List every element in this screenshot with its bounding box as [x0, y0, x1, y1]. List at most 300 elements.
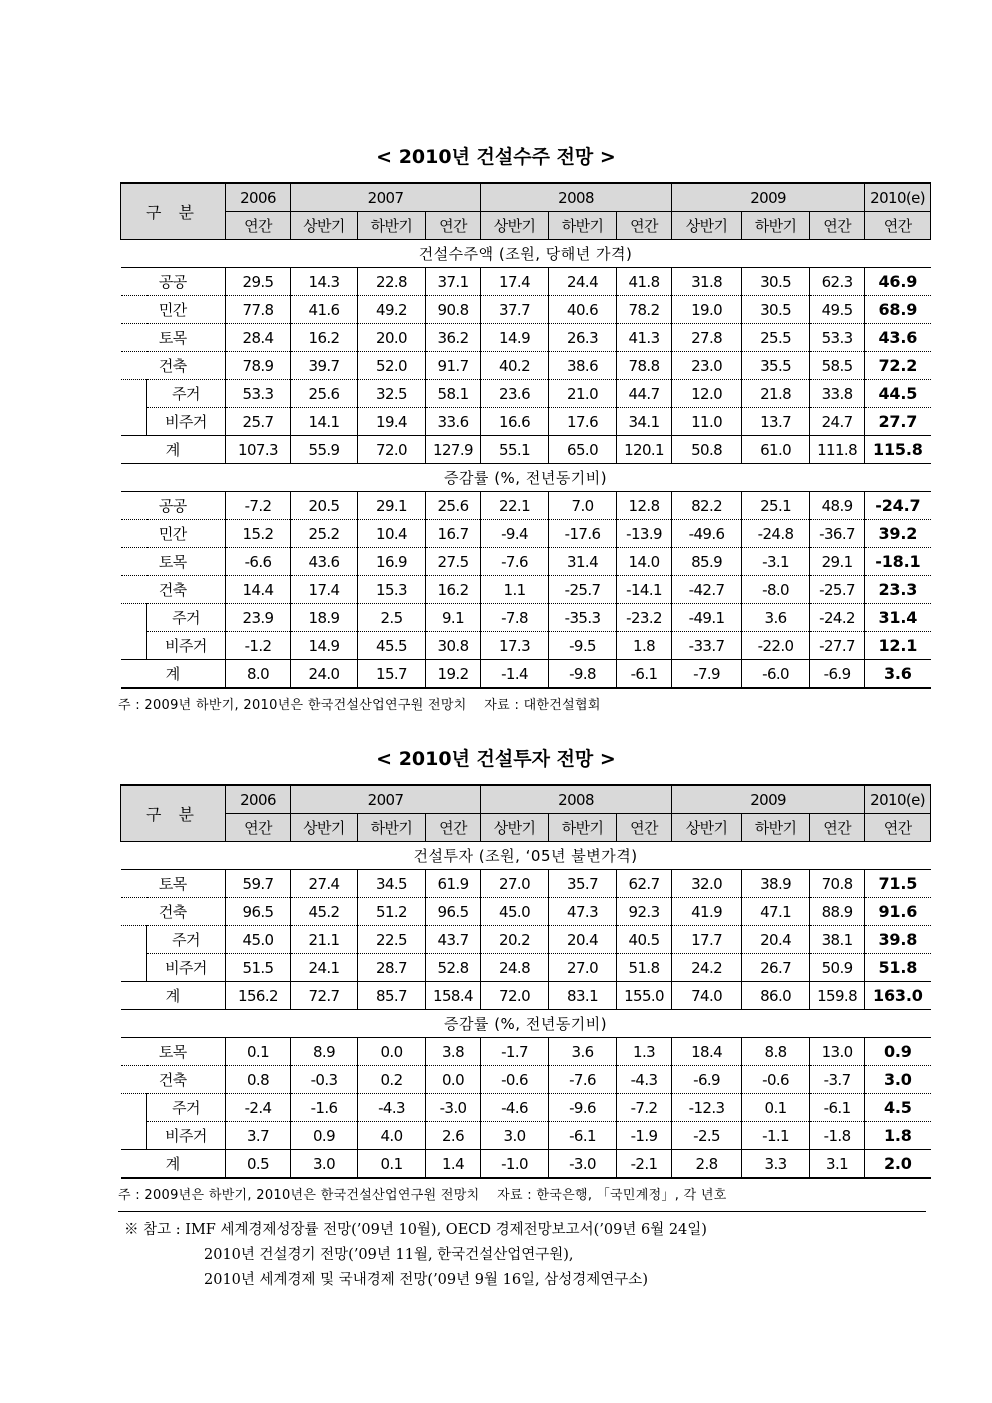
table1-note: 주 : 2009년 하반기, 2010년은 한국건설산업연구원 전망치 자료 : 대한건설협회: [118, 698, 601, 713]
table-cell: -49.1: [672, 604, 742, 632]
table-cell: 120.1: [617, 436, 672, 464]
table-cell: 62.7: [617, 870, 672, 898]
table-cell: 43.7: [426, 926, 481, 954]
row-label: 건축: [121, 1066, 226, 1094]
table-row: [121, 926, 931, 954]
table-cell: 29.1: [358, 492, 426, 520]
section-title-row: [121, 1010, 931, 1038]
subheader: 상반기: [291, 814, 358, 842]
table-cell: -4.3: [358, 1094, 426, 1122]
table-cell: 51.8: [617, 954, 672, 982]
row-label: 주거: [147, 604, 226, 632]
table-cell: -18.1: [865, 548, 931, 576]
subheader: 연간: [865, 212, 931, 240]
table-cell: 16.7: [426, 520, 481, 548]
row-label: 건축: [121, 898, 226, 926]
table-cell: 9.1: [426, 604, 481, 632]
reference-line-1: ※ 참고 : IMF 세계경제성장률 전망(’09년 10월), OECD 경제전망보고서(’09년 6월 24일): [124, 1222, 707, 1238]
table-cell: 8.0: [226, 660, 291, 689]
table-cell: -6.9: [672, 1066, 742, 1094]
table-cell: 19.0: [672, 296, 742, 324]
table-cell: 27.8: [672, 324, 742, 352]
row-label: 비주거: [147, 408, 226, 436]
table-cell: 22.5: [358, 926, 426, 954]
table-cell: 24.2: [672, 954, 742, 982]
divider: [118, 1211, 926, 1212]
table-cell: 40.5: [617, 926, 672, 954]
table-cell: 127.9: [426, 436, 481, 464]
row-label: 토목: [121, 324, 226, 352]
table-cell: 21.0: [549, 380, 617, 408]
table-cell: 1.3: [617, 1038, 672, 1066]
table-cell: -6.1: [549, 1122, 617, 1150]
table-cell: 71.5: [865, 870, 931, 898]
table-cell: -7.8: [481, 604, 549, 632]
table-cell: 40.2: [481, 352, 549, 380]
table-cell: 28.7: [358, 954, 426, 982]
table-cell: -4.6: [481, 1094, 549, 1122]
row-label: 비주거: [147, 632, 226, 660]
table-cell: 3.1: [810, 1150, 865, 1179]
header-year-2007: 2007: [291, 785, 481, 814]
reference-line-2: 2010년 건설경기 전망(’09년 11월, 한국건설산업연구원),: [204, 1247, 574, 1263]
indent-spacer: [121, 1094, 147, 1150]
indent-spacer: [121, 380, 147, 436]
table-row: [121, 898, 931, 926]
table-cell: 2.5: [358, 604, 426, 632]
table-cell: -6.6: [226, 548, 291, 576]
table-cell: 77.8: [226, 296, 291, 324]
subheader: 하반기: [549, 212, 617, 240]
table-row: [121, 352, 931, 380]
table2-body: [121, 842, 931, 1179]
table2-note: 주 : 2009년은 하반기, 2010년은 한국건설산업연구원 전망치 자료 : 한국은행, 「국민계정」, 각 년호: [118, 1188, 727, 1203]
table-cell: 38.9: [742, 870, 810, 898]
table-cell: -3.0: [426, 1094, 481, 1122]
table-cell: 107.3: [226, 436, 291, 464]
table-cell: -13.9: [617, 520, 672, 548]
table-cell: -1.1: [742, 1122, 810, 1150]
table-cell: 53.3: [810, 324, 865, 352]
table-cell: 52.8: [426, 954, 481, 982]
table2-title: < 2010년 건설투자 전망 >: [376, 748, 616, 770]
table-cell: -7.2: [226, 492, 291, 520]
table-cell: 24.7: [810, 408, 865, 436]
row-label: 공공: [121, 268, 226, 296]
table-cell: -1.4: [481, 660, 549, 689]
table-cell: 4.5: [865, 1094, 931, 1122]
table-cell: 12.0: [672, 380, 742, 408]
table-cell: -0.6: [742, 1066, 810, 1094]
table-cell: 58.1: [426, 380, 481, 408]
table-cell: 30.8: [426, 632, 481, 660]
table-cell: 78.9: [226, 352, 291, 380]
table-cell: 25.1: [742, 492, 810, 520]
table-cell: 27.5: [426, 548, 481, 576]
table-row: [121, 296, 931, 324]
table-row: [121, 660, 931, 689]
table-cell: 70.8: [810, 870, 865, 898]
table-cell: 4.0: [358, 1122, 426, 1150]
table-cell: 50.8: [672, 436, 742, 464]
table-cell: 55.9: [291, 436, 358, 464]
table-cell: 41.9: [672, 898, 742, 926]
subheader: 연간: [810, 814, 865, 842]
table-cell: -9.5: [549, 632, 617, 660]
table-cell: 156.2: [226, 982, 291, 1010]
row-label: 비주거: [147, 954, 226, 982]
table-row: [121, 1122, 931, 1150]
table-cell: 1.8: [617, 632, 672, 660]
subheader: 하반기: [549, 814, 617, 842]
table-cell: -42.7: [672, 576, 742, 604]
header-year-2006: 2006: [226, 183, 291, 212]
table-cell: 155.0: [617, 982, 672, 1010]
table-cell: 41.8: [617, 268, 672, 296]
table-cell: -1.7: [481, 1038, 549, 1066]
table-row: [121, 520, 931, 548]
table-cell: 61.0: [742, 436, 810, 464]
table2: [120, 784, 931, 1179]
row-label: 건축: [121, 576, 226, 604]
table-cell: 38.1: [810, 926, 865, 954]
table-row: [121, 380, 931, 408]
table-cell: 21.8: [742, 380, 810, 408]
table-cell: 58.5: [810, 352, 865, 380]
table-cell: 23.9: [226, 604, 291, 632]
table-cell: -2.5: [672, 1122, 742, 1150]
table-cell: 38.6: [549, 352, 617, 380]
subheader: 연간: [226, 814, 291, 842]
table-cell: 20.2: [481, 926, 549, 954]
section-title: 건설투자 (조원, ‘05년 불변가격): [121, 842, 931, 870]
row-label: 주거: [147, 1094, 226, 1122]
row-label: 건축: [121, 352, 226, 380]
indent-spacer: [121, 604, 147, 660]
table-cell: 47.1: [742, 898, 810, 926]
indent-spacer: [121, 926, 147, 982]
table-cell: 18.9: [291, 604, 358, 632]
table-cell: 1.8: [865, 1122, 931, 1150]
table-cell: 14.1: [291, 408, 358, 436]
table-cell: 10.4: [358, 520, 426, 548]
table-cell: 3.6: [865, 660, 931, 689]
row-label: 계: [121, 436, 226, 464]
table-cell: 24.0: [291, 660, 358, 689]
table-cell: 159.8: [810, 982, 865, 1010]
table-cell: 15.3: [358, 576, 426, 604]
table-cell: 7.0: [549, 492, 617, 520]
table-cell: 32.0: [672, 870, 742, 898]
table-cell: 0.1: [358, 1150, 426, 1179]
section-title-row: [121, 842, 931, 870]
table-row: [121, 548, 931, 576]
table-cell: -1.0: [481, 1150, 549, 1179]
table-cell: -9.4: [481, 520, 549, 548]
table-row: [121, 1066, 931, 1094]
table-cell: 36.2: [426, 324, 481, 352]
table-cell: -24.2: [810, 604, 865, 632]
table-cell: 16.6: [481, 408, 549, 436]
table-cell: 33.6: [426, 408, 481, 436]
table-cell: 19.2: [426, 660, 481, 689]
table-cell: 14.0: [617, 548, 672, 576]
table-cell: 78.8: [617, 352, 672, 380]
table-cell: 47.3: [549, 898, 617, 926]
table-cell: 49.5: [810, 296, 865, 324]
subheader: 상반기: [291, 212, 358, 240]
header-year-2007: 2007: [291, 183, 481, 212]
table-cell: 37.7: [481, 296, 549, 324]
table-cell: 14.9: [481, 324, 549, 352]
table-cell: -1.8: [810, 1122, 865, 1150]
table-cell: 16.9: [358, 548, 426, 576]
row-label: 계: [121, 1150, 226, 1179]
table-cell: 29.5: [226, 268, 291, 296]
section-title-row: [121, 240, 931, 268]
row-label: 민간: [121, 520, 226, 548]
table-cell: 20.4: [549, 926, 617, 954]
table-cell: 72.2: [865, 352, 931, 380]
subheader: 상반기: [672, 212, 742, 240]
table-cell: -49.6: [672, 520, 742, 548]
table-cell: 31.8: [672, 268, 742, 296]
table-cell: -25.7: [549, 576, 617, 604]
table-cell: 28.4: [226, 324, 291, 352]
table-cell: 59.7: [226, 870, 291, 898]
table-cell: 30.5: [742, 268, 810, 296]
table-cell: 2.0: [865, 1150, 931, 1179]
table-cell: 26.3: [549, 324, 617, 352]
table-cell: -9.6: [549, 1094, 617, 1122]
subheader: 상반기: [481, 814, 549, 842]
table-cell: 3.0: [481, 1122, 549, 1150]
table-cell: 90.8: [426, 296, 481, 324]
table-cell: 17.7: [672, 926, 742, 954]
table-cell: 85.9: [672, 548, 742, 576]
table-row: [121, 324, 931, 352]
table-row: [121, 492, 931, 520]
table-cell: 41.6: [291, 296, 358, 324]
table-cell: -25.7: [810, 576, 865, 604]
subheader: 하반기: [358, 814, 426, 842]
table-cell: 23.6: [481, 380, 549, 408]
table-row: [121, 576, 931, 604]
table-cell: 45.5: [358, 632, 426, 660]
section-title: 건설수주액 (조원, 당해년 가격): [121, 240, 931, 268]
table-cell: 23.0: [672, 352, 742, 380]
table-cell: 40.6: [549, 296, 617, 324]
table-cell: 68.9: [865, 296, 931, 324]
table-cell: 72.0: [481, 982, 549, 1010]
table-cell: 34.5: [358, 870, 426, 898]
table-cell: -3.0: [549, 1150, 617, 1179]
header-year-2008: 2008: [481, 183, 672, 212]
table-cell: -27.7: [810, 632, 865, 660]
subheader: 연간: [810, 212, 865, 240]
table-cell: 25.7: [226, 408, 291, 436]
table-cell: 92.3: [617, 898, 672, 926]
table1-title: < 2010년 건설수주 전망 >: [376, 146, 616, 168]
table-cell: 72.0: [358, 436, 426, 464]
table-cell: -8.0: [742, 576, 810, 604]
header-year-2006: 2006: [226, 785, 291, 814]
row-label: 비주거: [147, 1122, 226, 1150]
row-label: 민간: [121, 296, 226, 324]
table-cell: 20.0: [358, 324, 426, 352]
table-cell: 3.7: [226, 1122, 291, 1150]
table-cell: 39.2: [865, 520, 931, 548]
table-cell: -24.8: [742, 520, 810, 548]
table-cell: 65.0: [549, 436, 617, 464]
table-cell: 27.7: [865, 408, 931, 436]
table-cell: 48.9: [810, 492, 865, 520]
table-cell: 33.8: [810, 380, 865, 408]
header-gubun: 구 분: [121, 183, 226, 240]
table-cell: 3.6: [742, 604, 810, 632]
table-cell: -1.9: [617, 1122, 672, 1150]
table-cell: 14.3: [291, 268, 358, 296]
table-cell: 78.2: [617, 296, 672, 324]
table-cell: 3.3: [742, 1150, 810, 1179]
subheader: 연간: [226, 212, 291, 240]
table-cell: -1.2: [226, 632, 291, 660]
table-cell: -7.6: [481, 548, 549, 576]
table-cell: -36.7: [810, 520, 865, 548]
table-cell: 15.7: [358, 660, 426, 689]
table-cell: -14.1: [617, 576, 672, 604]
subheader: 연간: [617, 814, 672, 842]
table-cell: 3.0: [865, 1066, 931, 1094]
table-row: [121, 604, 931, 632]
table-cell: -1.6: [291, 1094, 358, 1122]
table-row: [121, 268, 931, 296]
table-cell: 0.1: [742, 1094, 810, 1122]
table-cell: -24.7: [865, 492, 931, 520]
table-cell: 50.9: [810, 954, 865, 982]
header-year-2009: 2009: [672, 183, 865, 212]
row-label: 계: [121, 660, 226, 689]
table-cell: -2.1: [617, 1150, 672, 1179]
table-row: [121, 436, 931, 464]
header-year-2008: 2008: [481, 785, 672, 814]
table-cell: -3.7: [810, 1066, 865, 1094]
subheader-row: [121, 814, 931, 842]
table-cell: 62.3: [810, 268, 865, 296]
table-row: [121, 982, 931, 1010]
table-cell: 51.5: [226, 954, 291, 982]
table-cell: 115.8: [865, 436, 931, 464]
table-cell: 11.0: [672, 408, 742, 436]
table-cell: -17.6: [549, 520, 617, 548]
table-cell: 25.2: [291, 520, 358, 548]
table-cell: -22.0: [742, 632, 810, 660]
table-cell: 2.6: [426, 1122, 481, 1150]
table-cell: 27.4: [291, 870, 358, 898]
table-cell: 111.8: [810, 436, 865, 464]
table-cell: 91.7: [426, 352, 481, 380]
table-cell: 1.4: [426, 1150, 481, 1179]
table-cell: 29.1: [810, 548, 865, 576]
table-cell: 15.2: [226, 520, 291, 548]
table-cell: 19.4: [358, 408, 426, 436]
table-row: [121, 1150, 931, 1179]
table-cell: -3.1: [742, 548, 810, 576]
table-cell: 30.5: [742, 296, 810, 324]
table-cell: 8.9: [291, 1038, 358, 1066]
table-cell: 21.1: [291, 926, 358, 954]
table-cell: -0.6: [481, 1066, 549, 1094]
table-cell: 16.2: [426, 576, 481, 604]
table-cell: -12.3: [672, 1094, 742, 1122]
subheader: 상반기: [481, 212, 549, 240]
row-label: 계: [121, 982, 226, 1010]
table-cell: 46.9: [865, 268, 931, 296]
table-cell: 20.4: [742, 926, 810, 954]
row-label: 토목: [121, 870, 226, 898]
table-cell: 18.4: [672, 1038, 742, 1066]
table-cell: 17.6: [549, 408, 617, 436]
section-title: 증감률 (%, 전년동기비): [121, 1010, 931, 1038]
table-cell: 74.0: [672, 982, 742, 1010]
table-cell: 158.4: [426, 982, 481, 1010]
table-cell: 3.8: [426, 1038, 481, 1066]
table-cell: 22.8: [358, 268, 426, 296]
row-label: 주거: [147, 926, 226, 954]
table-cell: 51.8: [865, 954, 931, 982]
table-cell: 31.4: [865, 604, 931, 632]
table-cell: -6.9: [810, 660, 865, 689]
table-cell: -0.3: [291, 1066, 358, 1094]
table-cell: 86.0: [742, 982, 810, 1010]
table-cell: 0.9: [865, 1038, 931, 1066]
table-cell: 85.7: [358, 982, 426, 1010]
table-cell: 0.9: [291, 1122, 358, 1150]
table-cell: 52.0: [358, 352, 426, 380]
table-cell: 12.1: [865, 632, 931, 660]
table-row: [121, 954, 931, 982]
table-cell: 13.0: [810, 1038, 865, 1066]
section-title-row: [121, 464, 931, 492]
table-cell: 26.7: [742, 954, 810, 982]
row-label: 토목: [121, 1038, 226, 1066]
table-row: [121, 1094, 931, 1122]
table-cell: 27.0: [481, 870, 549, 898]
table-cell: 22.1: [481, 492, 549, 520]
table-cell: -2.4: [226, 1094, 291, 1122]
table-cell: 45.2: [291, 898, 358, 926]
table-cell: 37.1: [426, 268, 481, 296]
table-cell: 12.8: [617, 492, 672, 520]
table-cell: 13.7: [742, 408, 810, 436]
table-cell: 3.0: [291, 1150, 358, 1179]
table-cell: 20.5: [291, 492, 358, 520]
table-cell: 43.6: [865, 324, 931, 352]
row-label: 주거: [147, 380, 226, 408]
reference-line-3: 2010년 세계경제 및 국내경제 전망(’09년 9월 16일, 삼성경제연구소): [204, 1272, 648, 1288]
table-cell: 0.0: [426, 1066, 481, 1094]
table-cell: 163.0: [865, 982, 931, 1010]
table-cell: 44.7: [617, 380, 672, 408]
table-cell: -7.2: [617, 1094, 672, 1122]
table-cell: 2.8: [672, 1150, 742, 1179]
table-cell: 16.2: [291, 324, 358, 352]
table-cell: 25.6: [426, 492, 481, 520]
table-row: [121, 408, 931, 436]
table-cell: 3.6: [549, 1038, 617, 1066]
table-cell: 45.0: [481, 898, 549, 926]
table-row: [121, 870, 931, 898]
